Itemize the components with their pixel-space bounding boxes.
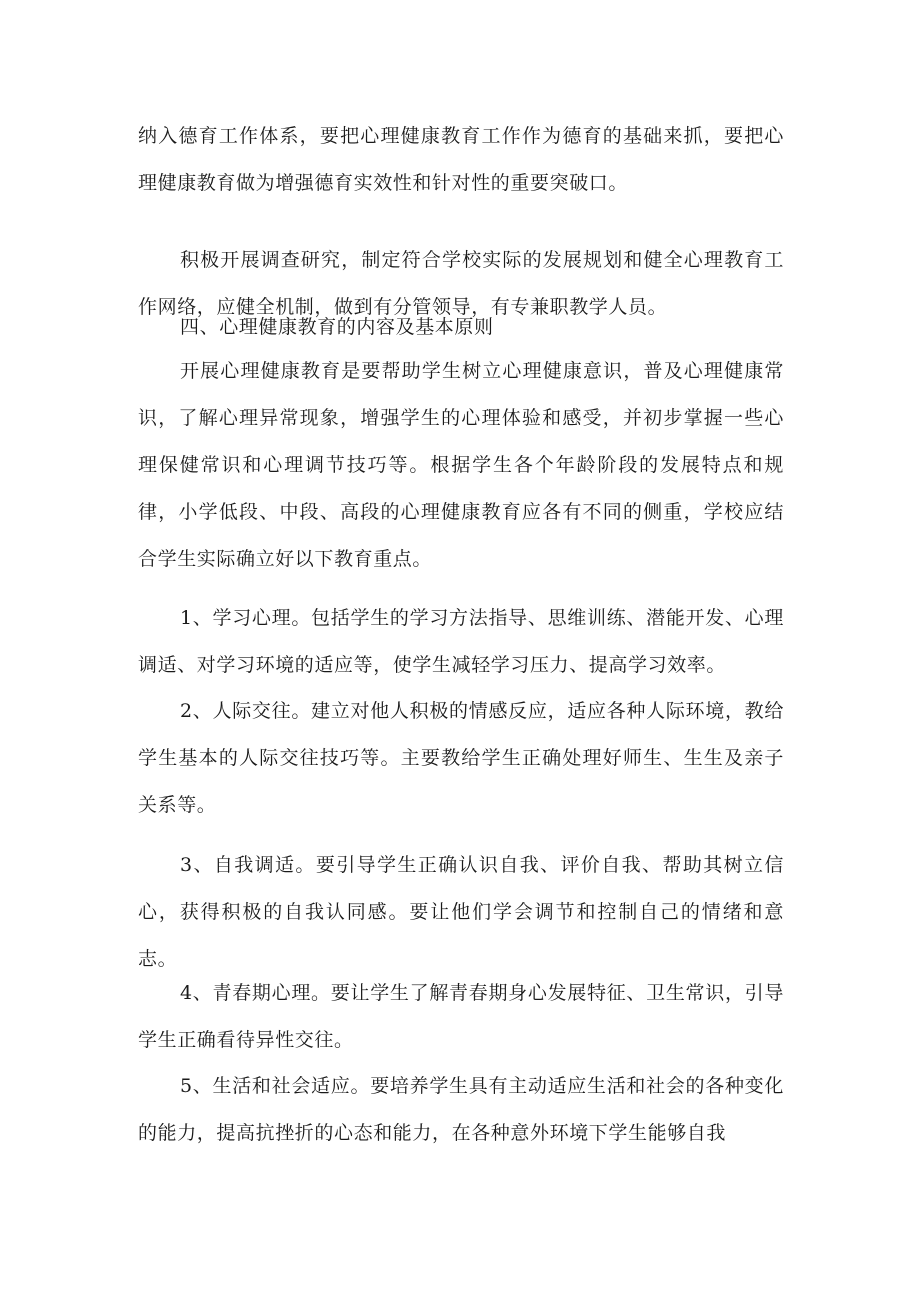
paragraph-research-and-planning: 积极开展调查研究，制定符合学校实际的发展规划和健全心理教育工作网络，应健全机制，做到有分管领导，有专兼职教学人员。	[138, 249, 784, 318]
list-item-adolescent-psychology: 4、青春期心理。要让学生了解青春期身心发展特征、卫生常识，引导学生正确看待异性交往。	[138, 982, 784, 1051]
paragraph-moral-education-system: 纳入德育工作体系，要把心理健康教育工作作为德育的基础来抓，要把心理健康教育做为增强德育实效性和针对性的重要突破口。	[138, 125, 784, 194]
paragraph-education-overview: 开展心理健康教育是要帮助学生树立心理健康意识，普及心理健康常识，了解心理异常现象，增强学生的心理体验和感受，并初步掌握一些心理保健常识和心理调节技巧等。根据学生各个年龄阶段的发展特点和规律，小学低段、中段、高段的心理健康教育应各有不同的侧重，学校应结合学生实际确立好以下教育重点。	[138, 360, 784, 570]
list-item-learning-psychology: 1、学习心理。包括学生的学习方法指导、思维训练、潜能开发、心理调适、对学习环境的适应等，使学生减轻学习压力、提高学习效率。	[138, 607, 784, 676]
section-heading-content-and-principles: 四、心理健康教育的内容及基本原则	[180, 316, 494, 338]
list-item-interpersonal-relations: 2、人际交往。建立对他人积极的情感反应，适应各种人际环境，教给学生基本的人际交往技巧等。主要教给学生正确处理好师生、生生及亲子关系等。	[138, 700, 784, 816]
list-item-social-adaptation: 5、生活和社会适应。要培养学生具有主动适应生活和社会的各种变化的能力，提高抗挫折的心态和能力，在各种意外环境下学生能够自我	[138, 1075, 784, 1144]
list-item-self-adjustment: 3、自我调适。要引导学生正确认识自我、评价自我、帮助其树立信心，获得积极的自我认同感。要让他们学会调节和控制自己的情绪和意志。	[138, 854, 784, 970]
